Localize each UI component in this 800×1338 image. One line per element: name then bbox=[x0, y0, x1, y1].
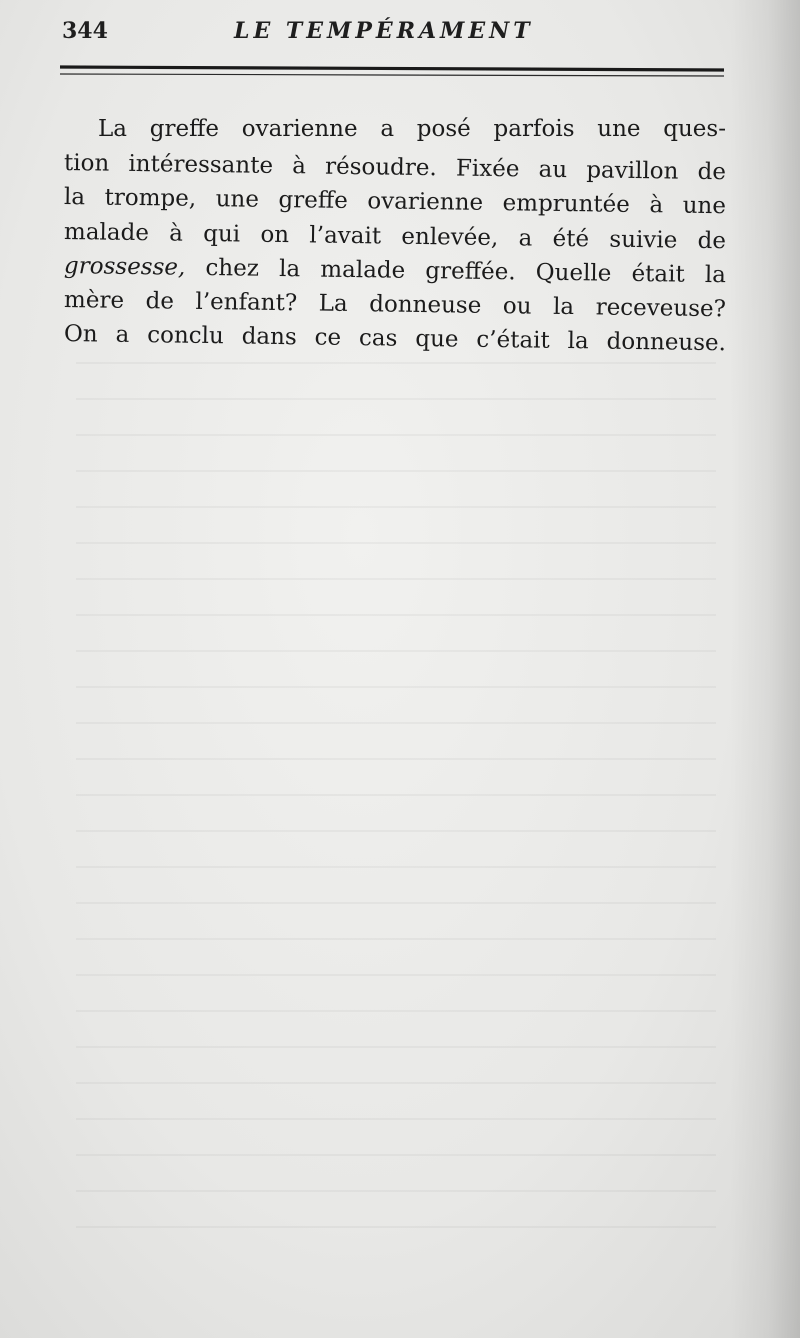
text-line-rest: chez la malade greffée. Quelle était la bbox=[205, 254, 727, 289]
text-line: mère de l’enfant? La donneuse ou la receveuse? bbox=[63, 287, 727, 323]
text-line: tion intéressante à résoudre. Fixée au pavillon de bbox=[63, 150, 727, 186]
page-header bbox=[62, 18, 724, 52]
body-paragraph bbox=[63, 112, 727, 357]
page-number: 344 bbox=[62, 18, 108, 44]
header-rule bbox=[60, 64, 724, 78]
text-line: malade à qui on l’avait enlevée, a été suivie de bbox=[63, 218, 727, 254]
text-line: La greffe ovarienne a posé parfois une ques- bbox=[98, 116, 726, 142]
show-through-text bbox=[76, 340, 716, 1240]
italic-word: grossesse, bbox=[63, 252, 186, 281]
text-line: la trompe, une greffe ovarienne empruntée à une bbox=[63, 184, 727, 220]
page-edge-shadow bbox=[730, 0, 800, 1338]
text-line: On a conclu dans ce cas que c’était la donneuse. bbox=[63, 321, 727, 357]
running-title: LE TEMPÉRAMENT bbox=[234, 18, 534, 44]
